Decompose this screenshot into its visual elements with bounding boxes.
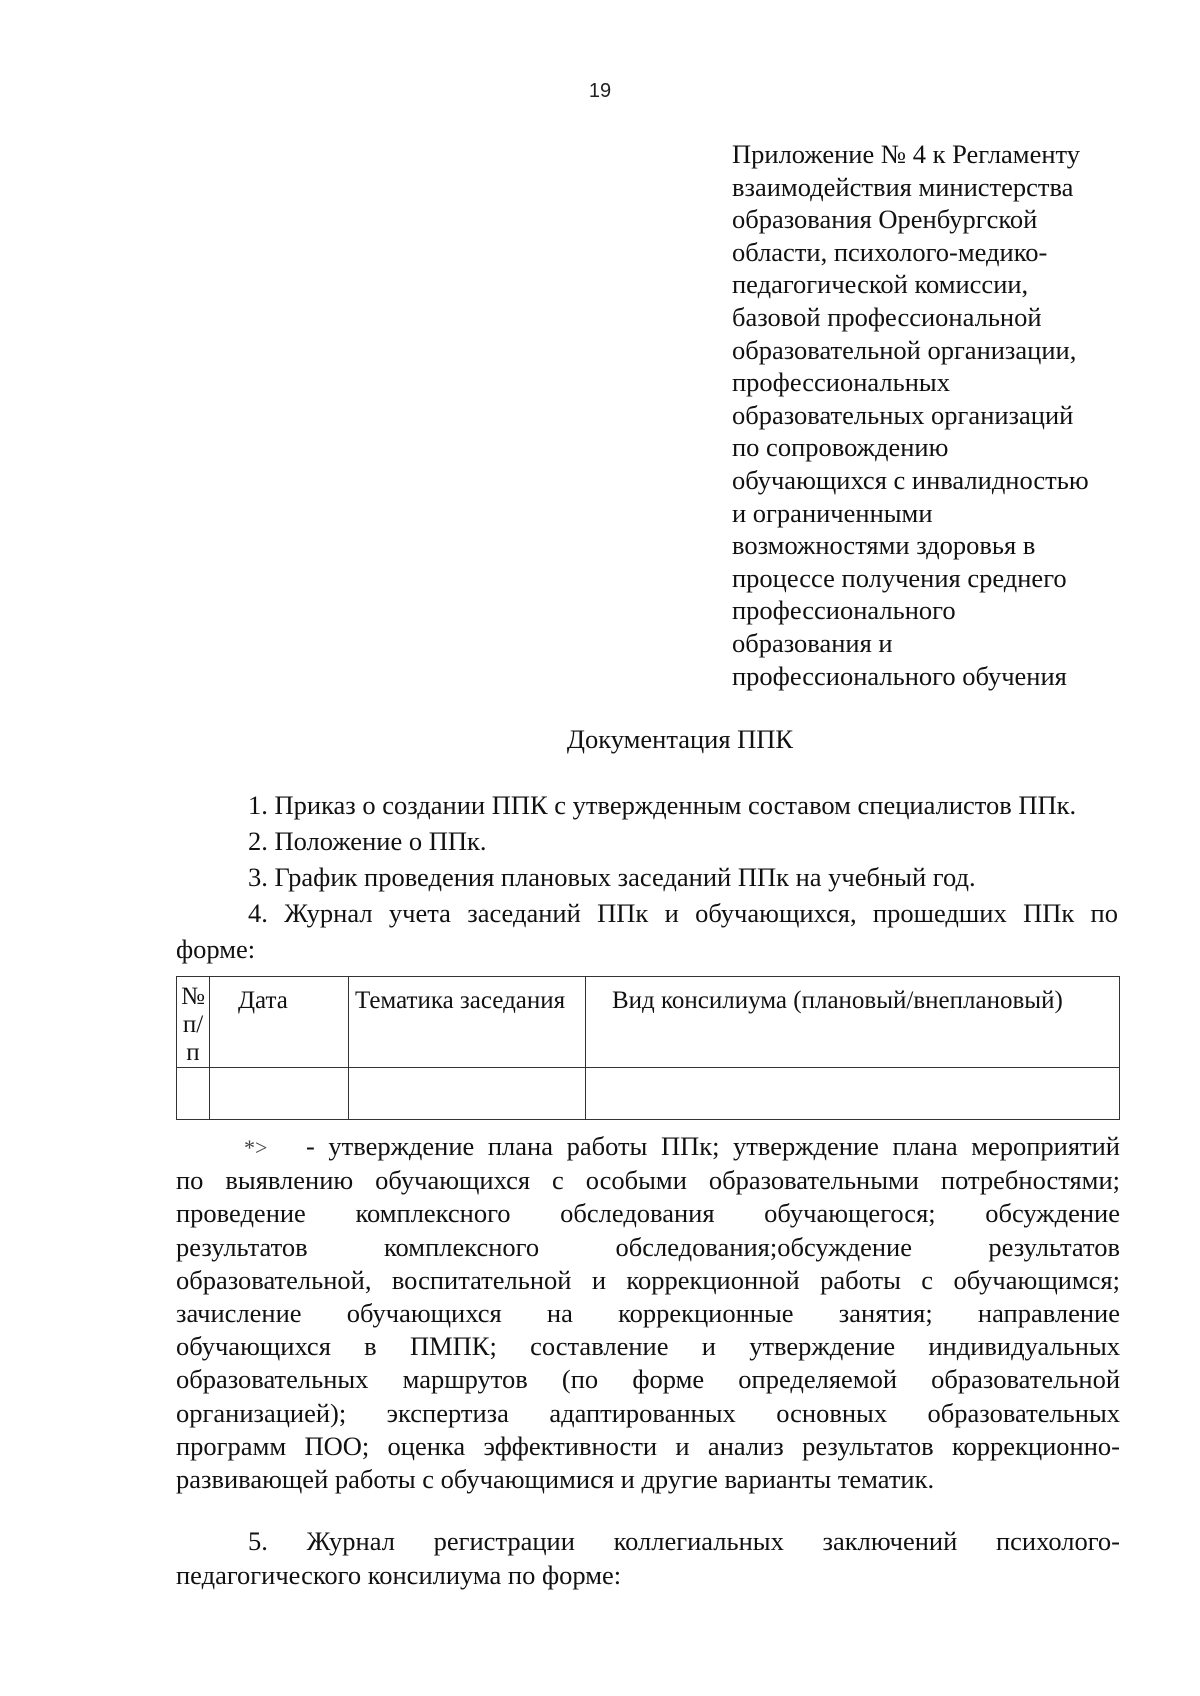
note-line: результатов комплексного обследования;обсуждение результатов	[176, 1231, 1120, 1262]
appendix-line: возможностями здоровья в	[732, 530, 1036, 561]
list-item-2: 2. Положение о ППк.	[248, 826, 487, 856]
column-header-type: Вид консилиума (плановый/внеплановый)	[586, 977, 1120, 1068]
appendix-line: взаимодействия министерства	[732, 171, 1074, 202]
note-line: образовательной, воспитательной и коррекционной работы с обучающимся;	[176, 1264, 1120, 1295]
footnote-marker: *>	[244, 1135, 268, 1160]
list-item-4-continued: форме:	[176, 934, 256, 964]
meetings-journal-table	[176, 976, 1120, 1120]
appendix-line: образовательных организаций	[732, 399, 1074, 430]
appendix-line: образования и	[732, 627, 893, 658]
note-line: организацией); экспертиза адаптированных основных образовательных	[176, 1397, 1120, 1428]
column-header-date: Дата	[210, 977, 349, 1068]
appendix-line: образования Оренбургской	[732, 204, 1038, 235]
list-item-4: 4. Журнал учета заседаний ППк и обучающихся, прошедших ППк по	[248, 898, 1118, 928]
appendix-line: по сопровождению	[732, 432, 949, 463]
table-cell	[586, 1068, 1120, 1120]
topics-note	[176, 1130, 1120, 1496]
list-item-3: 3. График проведения плановых заседаний ППк на учебный год.	[248, 862, 976, 892]
table-cell	[349, 1068, 586, 1120]
appendix-header	[732, 138, 1152, 692]
column-header-topic: Тематика заседания	[349, 977, 586, 1068]
appendix-line: профессиональных	[732, 367, 950, 398]
list-item-1: 1. Приказ о создании ППК с утвержденным составом специалистов ППк.	[248, 790, 1077, 820]
note-line: проведение комплексного обследования обучающегося; обсуждение	[176, 1198, 1120, 1229]
table-cell	[177, 1068, 210, 1120]
column-header-number-line1: №	[181, 983, 205, 1010]
note-line: развивающей работы с обучающимися и другие варианты тематик.	[176, 1464, 935, 1495]
appendix-line: профессионального	[732, 595, 956, 626]
table-row	[177, 1068, 1120, 1120]
appendix-line: базовой профессиональной	[732, 301, 1042, 332]
appendix-line: области, психолого-медико-	[732, 236, 1048, 267]
list-item-5-line2: педагогического консилиума по форме:	[176, 1560, 622, 1590]
appendix-line: Приложение № 4 к Регламенту	[732, 139, 1080, 169]
page-number: 19	[588, 80, 612, 102]
note-line: зачисление обучающихся на коррекционные занятия; направление	[176, 1298, 1120, 1329]
document-title: Документация ППК	[566, 724, 794, 754]
table-cell	[210, 1068, 349, 1120]
list-item-5-line1: 5. Журнал регистрации коллегиальных заключений психолого-	[248, 1526, 1120, 1556]
note-line: по выявлению обучающихся с особыми образовательными потребностями;	[176, 1165, 1120, 1196]
note-line: образовательных маршрутов (по форме определяемой образовательной	[176, 1364, 1120, 1395]
appendix-line: обучающихся с инвалидностью	[732, 464, 1089, 495]
table-header-row	[177, 977, 1120, 1068]
appendix-line: педагогической комиссии,	[732, 269, 1029, 300]
note-line: программ ПОО; оценка эффективности и анализ результатов коррекционно-	[176, 1430, 1120, 1461]
note-line: *> - утверждение плана работы ППк; утверждение плана мероприятий	[176, 1130, 1120, 1164]
column-header-number-line2: п/п	[182, 1011, 204, 1066]
appendix-line: образовательной организации,	[732, 334, 1077, 365]
note-line: обучающихся в ПМПК; составление и утверждение индивидуальных	[176, 1331, 1120, 1362]
list-item-5	[176, 1524, 1120, 1592]
column-header-number	[177, 977, 210, 1068]
appendix-line: процессе получения среднего	[732, 562, 1067, 593]
appendix-line: профессионального обучения	[732, 660, 1067, 691]
appendix-line: и ограниченными	[732, 497, 933, 528]
